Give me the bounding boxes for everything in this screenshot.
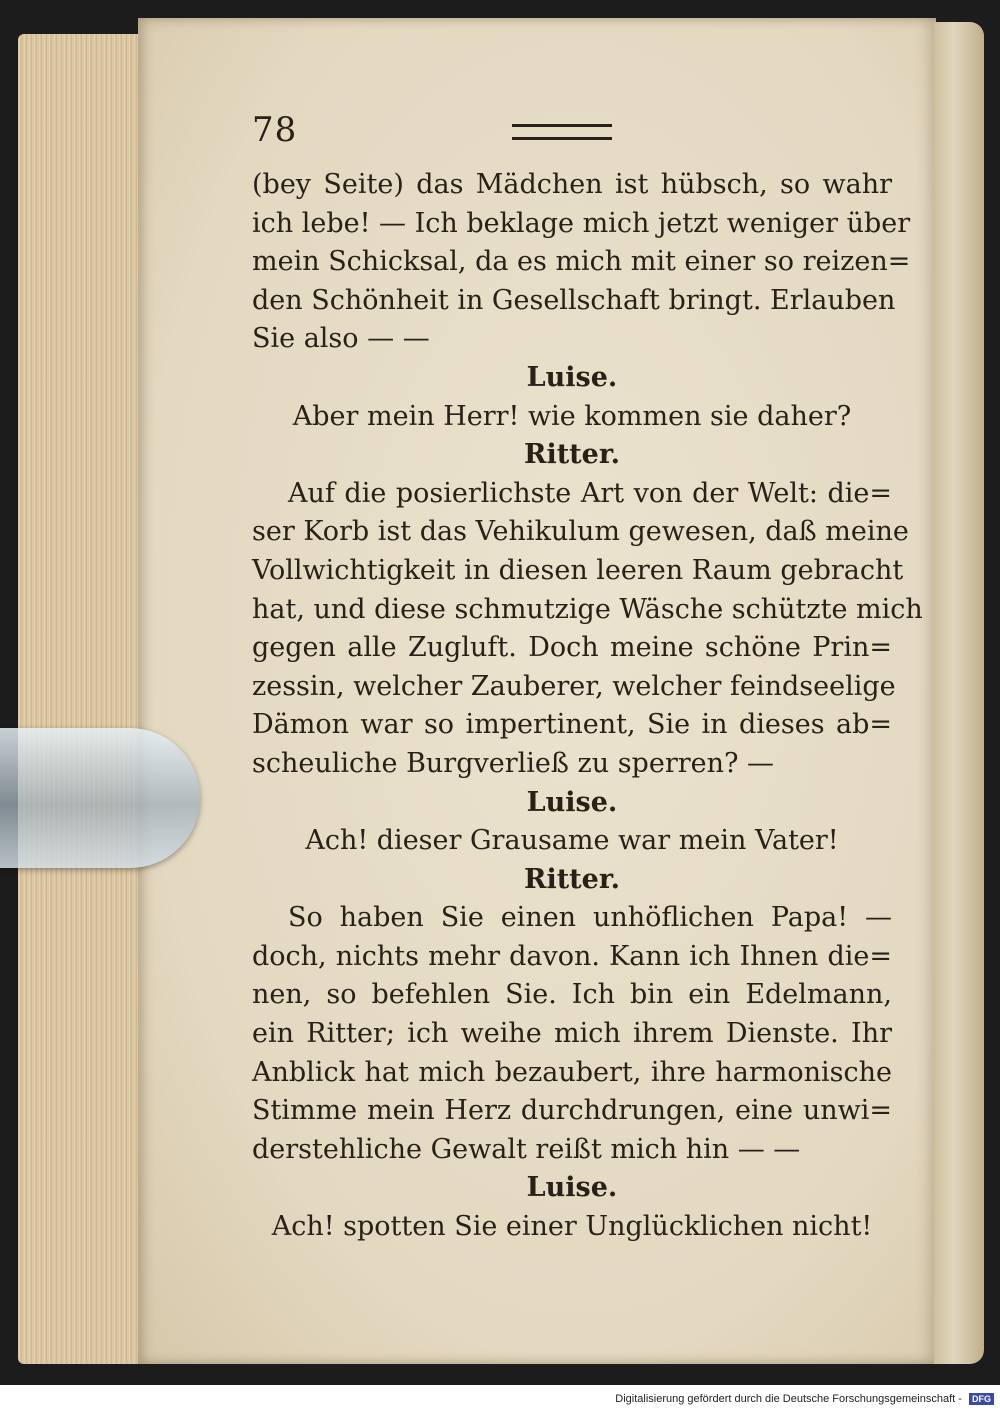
speech-line: nen, so befehlen Sie. Ich bin ein Edelmann, xyxy=(252,979,892,1011)
speech-line: zessin, welcher Zauberer, welcher feindseelige xyxy=(252,670,896,702)
speech-line: Aber mein Herr! wie kommen sie daher? xyxy=(292,400,852,432)
speech-line: Dämon war so impertinent, Sie in dieses ab= xyxy=(252,709,892,741)
speech-line: hat, und diese schmutzige Wäsche schützte mich xyxy=(252,593,923,625)
header-ornament-rule xyxy=(512,124,612,140)
page-header xyxy=(252,110,892,166)
speech-line: Stimme mein Herz durchdrungen, eine unwi= xyxy=(252,1095,892,1127)
preceding-pages-edge xyxy=(18,34,148,1364)
speaker-name: Luise. xyxy=(526,1172,618,1204)
speech-line: Auf die posierlichste Art von der Welt: die= xyxy=(288,477,892,509)
speech-line: ser Korb ist das Vehikulum gewesen, daß meine xyxy=(252,516,909,548)
speech-line: Ach! dieser Grausame war mein Vater! xyxy=(305,825,839,857)
page-number: 78 xyxy=(252,110,298,150)
speech-line: gegen alle Zugluft. Doch meine schöne Prin= xyxy=(252,632,892,664)
dfg-logo: DFG xyxy=(969,1393,994,1405)
page-text-block xyxy=(252,110,923,1247)
speaker-name: Luise. xyxy=(526,361,618,393)
speaker-name: Ritter. xyxy=(524,863,620,895)
speech-line: Vollwichtigkeit in diesen leeren Raum gebracht xyxy=(252,554,904,586)
speaker-name: Ritter. xyxy=(524,439,620,471)
speaker-name: Luise. xyxy=(526,786,618,818)
credit-text: Digitalisierung gefördert durch die Deutsche Forschungsgemeinschaft - xyxy=(615,1393,962,1405)
speech-line: scheuliche Burgverließ zu sperren? — xyxy=(252,747,775,779)
speech-line: derstehliche Gewalt reißt mich hin — — xyxy=(252,1133,801,1165)
text-line: (bey Seite) das Mädchen ist hübsch, so wahr xyxy=(252,169,892,200)
page-right-edge xyxy=(934,22,984,1364)
speech-line: Ach! spotten Sie einer Unglücklichen nicht! xyxy=(271,1211,873,1243)
digitization-credit xyxy=(615,1393,994,1405)
text-line: mein Schicksal, da es mich mit einer so reizen= xyxy=(252,246,911,278)
speech-line: Anblick hat mich bezaubert, ihre harmonische xyxy=(252,1056,892,1088)
glass-page-holder xyxy=(0,728,200,868)
speech-line: So haben Sie einen unhöflichen Papa! — xyxy=(288,902,892,934)
speech-line: ein Ritter; ich weihe mich ihrem Dienste. Ihr xyxy=(252,1018,892,1050)
text-line: Sie also — — xyxy=(252,323,430,355)
text-line: ich lebe! — Ich beklage mich jetzt weniger über xyxy=(252,207,911,239)
speech-line: doch, nichts mehr davon. Kann ich Ihnen die= xyxy=(252,940,892,972)
text-line: den Schönheit in Gesellschaft bringt. Erlauben xyxy=(252,284,896,316)
